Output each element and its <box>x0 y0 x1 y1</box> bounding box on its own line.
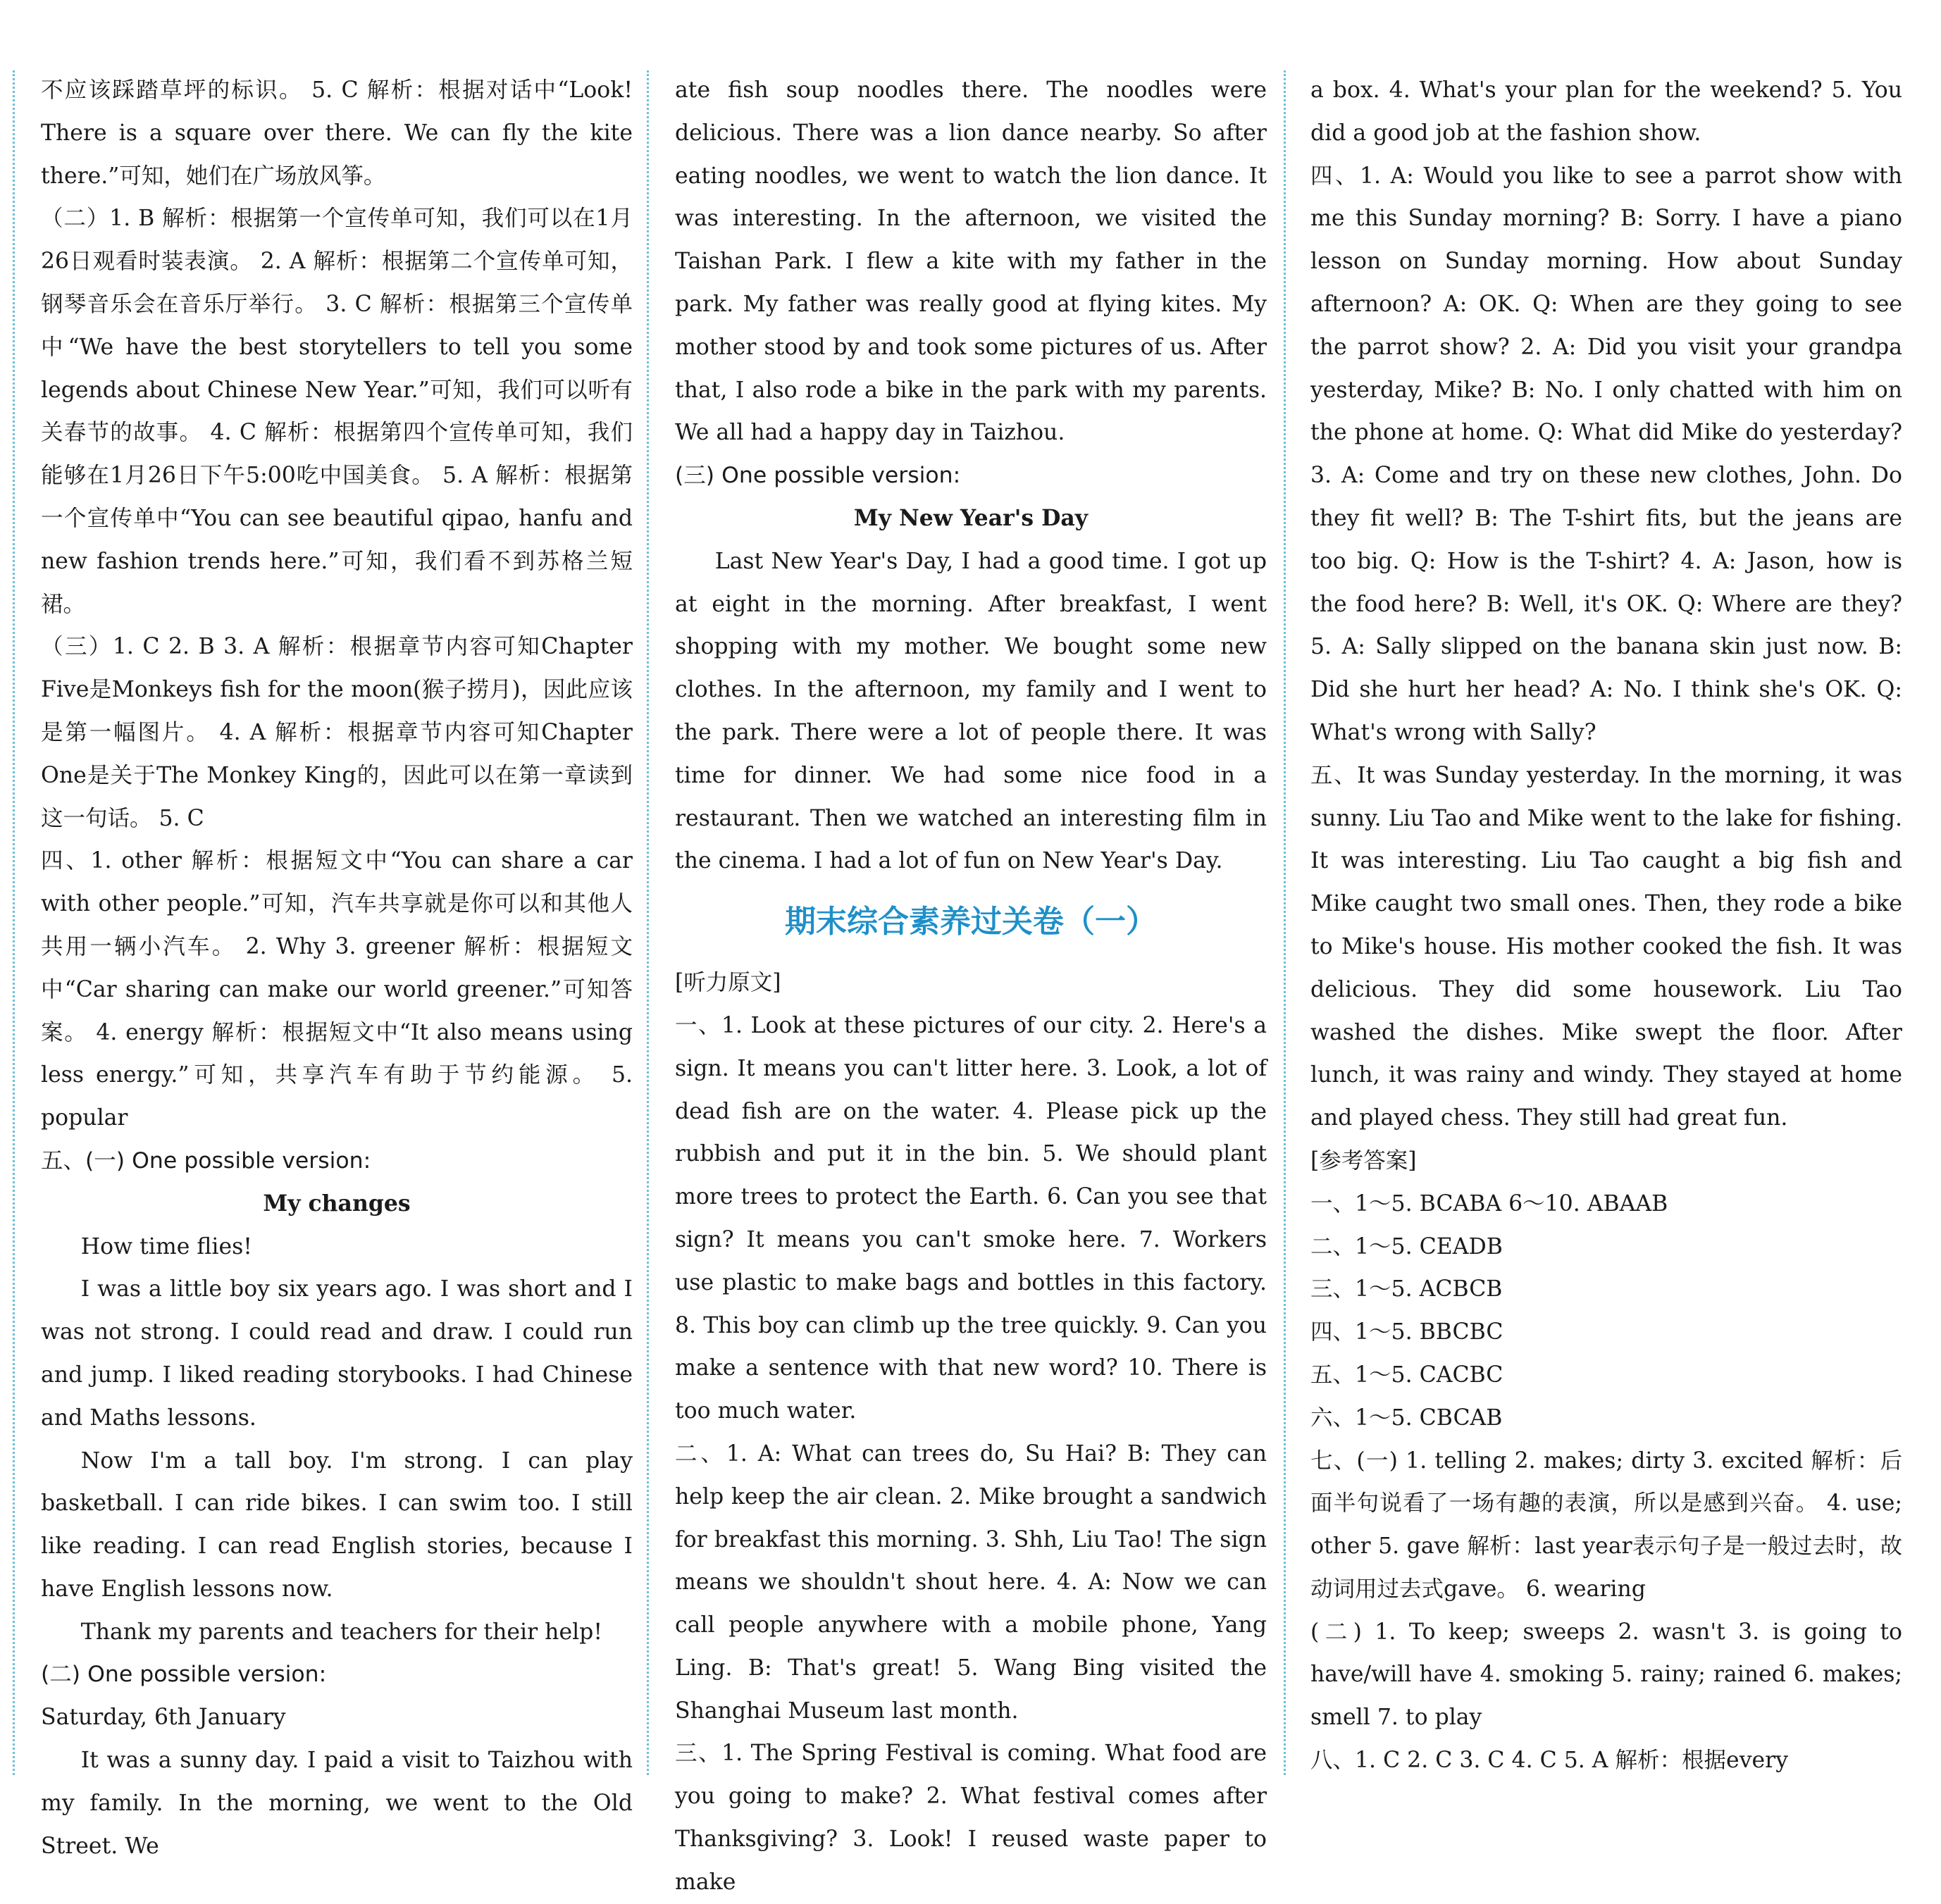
paragraph: 二、1～5. CEADB <box>1310 1233 1503 1259</box>
paragraph: 七、(一) 1. telling 2. makes; dirty 3. excited 解析：后面半句说看了一场有趣的表演，所以是感到兴奋。 4. use; other 5. gave 解析：last year表示句子是一般过去时，故动词用过去式gave。 6. wearing <box>1310 1448 1902 1602</box>
paragraph: (三) One possible version: <box>675 463 961 489</box>
paragraph: [参考答案] <box>1310 1147 1417 1174</box>
left-border-divider <box>13 70 15 1775</box>
paragraph: Last New Year's Day, I had a good time. I got up at eight in the morning. After breakfast, I went shopping with my mother. We bought some new clothes. In the afternoon, my family and I went to the park. There were a lot of people there. It was time for dinner. We had some nice food in a restaurant. Then we watched an interesting film in the cinema. I had a lot of fun on New Year's Day. <box>675 548 1267 874</box>
essay-title: My New Year's Day <box>853 504 1089 531</box>
paragraph: 五、It was Sunday yesterday. In the morning, it was sunny. Liu Tao and Mike went to the lake for fishing. It was interesting. Liu Tao caught a big fish and Mike caught two small ones. Then, they rode a bike to Mike's house. His mother cooked the fish. It was delicious. They did some housework. Liu Tao washed the dishes. Mike swept the floor. After lunch, it was rainy and windy. They stayed at home and played chess. They still had great fun. <box>1310 762 1902 1131</box>
column-divider-1 <box>647 70 649 1775</box>
paragraph: ate fish soup noodles there. The noodles were delicious. There was a lion dance nearby. So after eating noodles, we went to watch the lion dance. It was interesting. In the afternoon, we visited the Taishan Park. I flew a kite with my father in the park. My father was really good at flying kites. My mother stood by and took some pictures of us. After that, I also rode a bike in the park with my parents. We all had a happy day in Taizhou. <box>675 77 1267 446</box>
paragraph: Thank my parents and teachers for their help! <box>80 1619 602 1645</box>
paragraph: I was a little boy six years ago. I was short and I was not strong. I could read and draw. I could run and jump. I liked reading storybooks. I had Chinese and Maths lessons. <box>41 1276 633 1431</box>
paragraph: 二、1. A: What can trees do, Su Hai? B: They can help keep the air clean. 2. Mike brought a sandwich for breakfast this morning. 3. Shh, Liu Tao! The sign means we shouldn't shout here. 4. A: Now we can call people anywhere with a mobile phone, Yang Ling. B: That's great! 5. Wang Bing visited the Shanghai Museum last month. <box>675 1441 1267 1724</box>
column-middle <box>675 69 1267 1895</box>
paragraph: 六、1～5. CBCAB <box>1310 1405 1503 1431</box>
paragraph: 一、1. Look at these pictures of our city. 2. Here's a sign. It means you can't litter here. 3. Look, a lot of dead fish are on the water. 4. Please pick up the rubbish and put it in the bin. 5. We should plant more trees to protect the Earth. 6. Can you see that sign? It means you can't smoke here. 7. Workers use plastic to make bags and bottles in this factory. 8. This boy can climb up the tree quickly. 9. Can you make a sentence with that new word? 10. There is too much water. <box>675 1012 1267 1424</box>
column-left <box>41 69 633 1859</box>
paragraph: 五、1～5. CACBC <box>1310 1362 1503 1388</box>
paragraph: 不应该踩踏草坪的标识。 5. C 解析：根据对话中“Look! There is a square over there. We can fly the kite there.”可知，她们在广场放风筝。 <box>41 77 633 189</box>
paragraph: Saturday, 6th January <box>41 1705 286 1731</box>
paragraph: 四、1～5. BBCBC <box>1310 1319 1503 1345</box>
paragraph: [听力原文] <box>675 970 781 996</box>
paragraph: (二) One possible version: <box>41 1662 327 1688</box>
paragraph: a box. 4. What's your plan for the weekend? 5. You did a good job at the fashion show. <box>1310 77 1902 146</box>
paragraph: 八、1. C 2. C 3. C 4. C 5. A 解析：根据every <box>1310 1748 1788 1774</box>
paragraph: （三）1. C 2. B 3. A 解析：根据章节内容可知Chapter Five是Monkeys fish for the moon(猴子捞月)，因此应该是第一幅图片。 4. A 解析：根据章节内容可知Chapter One是关于The Monkey King的，因此可以在第一章读到这一句话。 5. C <box>41 634 633 831</box>
paragraph: 四、1. other 解析：根据短文中“You can share a car with other people.”可知，汽车共享就是你可以和其他人共用一辆小汽车。 2. Why 3. greener 解析：根据短文中“Car sharing can make our world greener.”可知答案。 4. energy 解析：根据短文中“It also means using less energy.”可知，共享汽车有助于节约能源。 5. popular <box>41 848 633 1131</box>
paragraph: How time flies! <box>80 1233 252 1259</box>
column-divider-2 <box>1284 70 1286 1775</box>
paragraph: It was a sunny day. I paid a visit to Taizhou with my family. In the morning, we went to the Old Street. We <box>41 1748 633 1859</box>
column-right <box>1310 69 1902 1774</box>
paragraph: 三、1. The Spring Festival is coming. What food are you going to make? 2. What festival comes after Thanksgiving? 3. Look! I reused waste paper to make <box>675 1741 1267 1895</box>
paragraph: 五、(一) One possible version: <box>41 1147 371 1174</box>
paragraph: Now I'm a tall boy. I'm strong. I can play basketball. I can ride bikes. I can swim too. I still like reading. I can read English stories, because I have English lessons now. <box>41 1448 633 1602</box>
paragraph: 四、1. A: Would you like to see a parrot show with me this Sunday morning? B: Sorry. I have a piano lesson on Sunday morning. How about Sunday afternoon? A: OK. Q: When are they going to see the parrot show? 2. A: Did you visit your grandpa yesterday, Mike? B: No. I only chatted with him on the phone at home. Q: What did Mike do yesterday? 3. A: Come and try on these new clothes, John. Do they fit well? B: The T-shirt fits, but the jeans are too big. Q: How is the T-shirt? 4. A: Jason, how is the food here? B: Well, it's OK. Q: Where are they? 5. A: Sally slipped on the banana skin just now. B: Did she hurt her head? A: No. I think she's OK. Q: What's wrong with Sally? <box>1310 163 1902 745</box>
section-title: 期末综合素养过关卷（一） <box>785 904 1157 940</box>
paragraph: （二）1. B 解析：根据第一个宣传单可知，我们可以在1月26日观看时装表演。 2. A 解析：根据第二个宣传单可知，钢琴音乐会在音乐厅举行。 3. C 解析：根据第三个宣传单中“We have the best storytellers to tell you some legends about Chinese New Year.”可知，我们可以听有关春节的故事。 4. C 解析：根据第四个宣传单可知，我们能够在1月26日下午5:00吃中国美食。 5. A 解析：根据第一个宣传单中“You can see beautiful qipao, hanfu and new fashion trends here.”可知，我们看不到苏格兰短裙。 <box>41 206 633 617</box>
paragraph: 一、1～5. BCABA 6～10. ABAAB <box>1310 1190 1668 1217</box>
essay-title: My changes <box>263 1190 411 1217</box>
paragraph: (二) 1. To keep; sweeps 2. wasn't 3. is going to have/will have 4. smoking 5. rainy; rained 6. makes; smell 7. to play <box>1310 1619 1902 1731</box>
paragraph: 三、1～5. ACBCB <box>1310 1276 1503 1302</box>
